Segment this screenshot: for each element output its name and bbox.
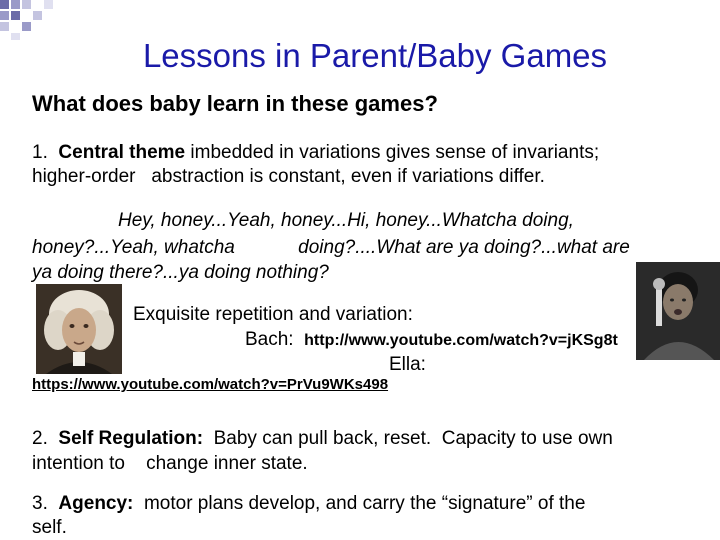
bach-line <box>245 328 618 353</box>
quote-line-2: honey?...Yeah, whatcha doing?....What are ya doing?...what are <box>32 237 630 258</box>
point-2-line-1 <box>32 427 613 451</box>
point-2-number: 2. <box>32 428 48 449</box>
point-1-label: Central theme <box>58 142 186 163</box>
slide-title: Lessons in Parent/Baby Games <box>142 37 608 74</box>
point-3-number: 3. <box>32 493 48 514</box>
point-1-line-2: higher-order abstraction is constant, even if variations differ. <box>32 166 545 187</box>
point-2-label: Self Regulation: <box>58 428 204 449</box>
question-heading: What does baby learn in these games? <box>32 91 438 116</box>
quote-line-1: Hey, honey...Yeah, honey...Hi, honey...Whatcha doing, <box>118 210 574 231</box>
bach-url: http://www.youtube.com/watch?v=jKSg8t <box>304 332 618 349</box>
point-1-line-1 <box>32 141 599 165</box>
point-2-text: Baby can pull back, reset. Capacity to use own <box>203 428 613 449</box>
corner-decoration <box>0 0 70 40</box>
ella-photo <box>636 262 720 360</box>
exquisite-text: Exquisite repetition and variation: <box>133 304 413 325</box>
bach-portrait <box>36 284 122 374</box>
bach-label: Bach: <box>245 329 294 350</box>
point-3-line-1 <box>32 492 585 516</box>
point-2-line-2: intention to change inner state. <box>32 453 308 474</box>
point-3-text: motor plans develop, and carry the “signature” of the <box>133 493 586 514</box>
ella-label: Ella: <box>389 354 426 375</box>
point-3-label: Agency: <box>58 493 134 514</box>
quote-line-3: ya doing there?...ya doing nothing? <box>32 262 329 283</box>
point-1-text: imbedded in variations gives sense of invariants; <box>185 142 600 163</box>
point-1-number: 1. <box>32 142 48 163</box>
ella-link[interactable]: https://www.youtube.com/watch?v=PrVu9WKs498 <box>32 376 389 393</box>
point-3-line-2: self. <box>32 517 67 538</box>
